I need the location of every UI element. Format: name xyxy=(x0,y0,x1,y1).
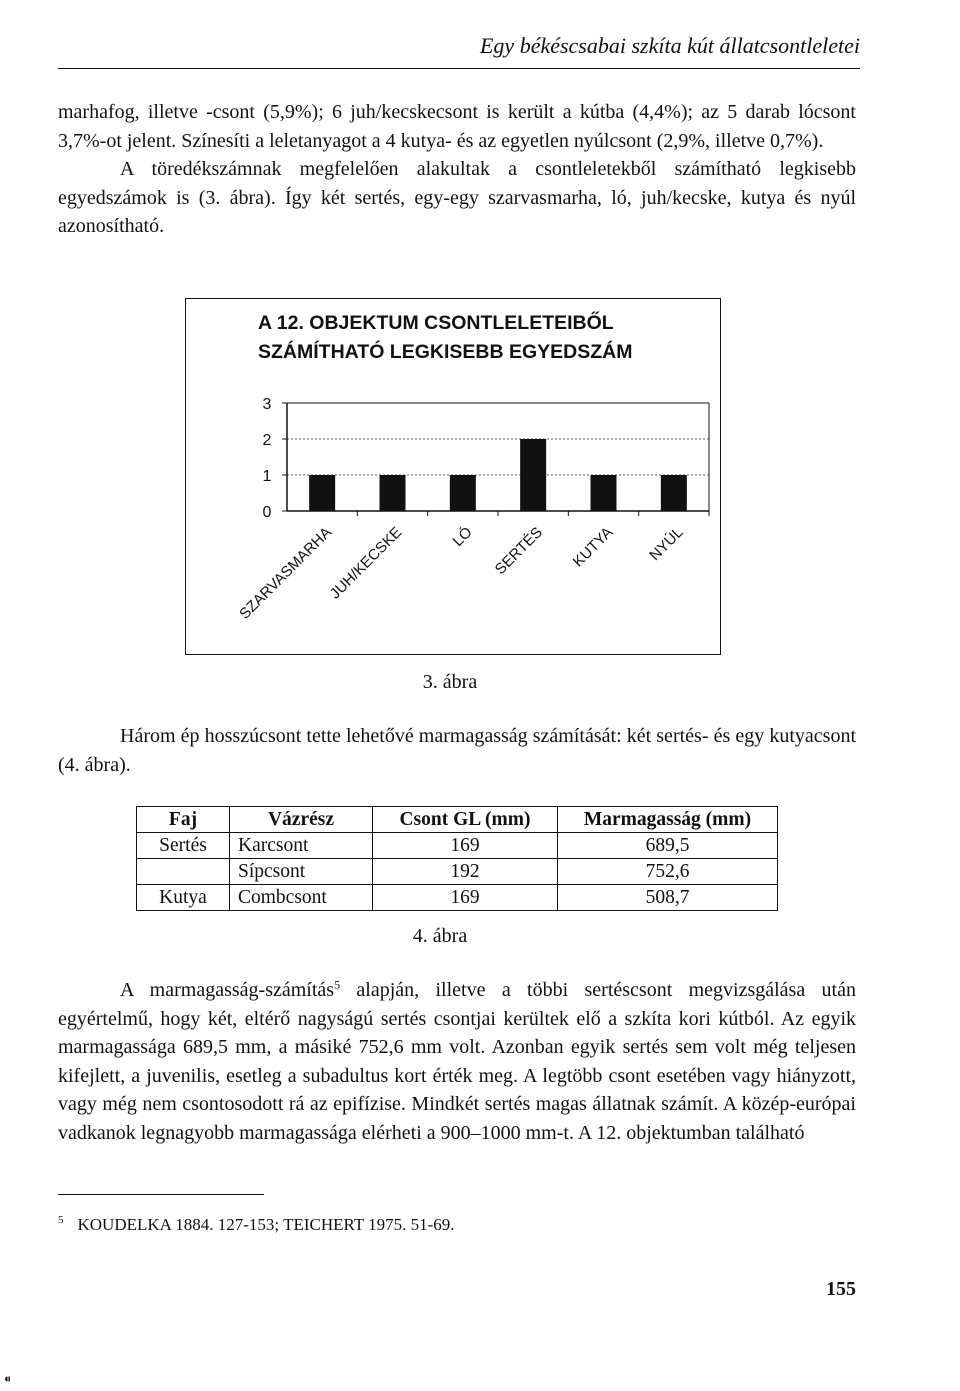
corner-mark: ⁌ xyxy=(4,1373,11,1388)
paragraph-1-lead: marhafog, illetve -csont (5,9%); 6 juh/kecskecsont is került a kútba (4,4%); az 5 darab lócsont 3,7%-ot jelent. Színesíti a leletanyagot a 4 kutya- és az egyetlen nyúlcsont (2,9%, illetve 0,7%). xyxy=(58,101,856,152)
paragraph-3 xyxy=(58,976,856,1147)
table-cell xyxy=(137,859,230,885)
bar-ny-l xyxy=(661,475,687,511)
table-header-row xyxy=(137,807,778,833)
table-header-cell: Faj xyxy=(137,807,230,833)
paragraph-3-body: alapján, illetve a többi sertéscsont megvizsgálása után egyértelmű, hogy két, eltérő nagyságú sertés csontjai kerültek elő a szkíta kori kútból. Az egyik marmagassága 689,5 mm, a másiké 752,6 mm volt. Azonban egyik sertés sem volt még teljesen kifejlett, a juvenilis, esetleg a subadultus kort érték meg. A legtöbb csont esetében vagy hiányzott, vagy még nem csontosodott rá az epifízise. Mindkét sertés magas állatnak számít. A közép-európai vadkanok legnagyobb marmagassága elérheti a 900–1000 mm-t. A 12. objektumban található xyxy=(58,979,856,1144)
page-number: 155 xyxy=(826,1278,856,1300)
y-tick-label: 0 xyxy=(262,504,272,521)
table-cell: 689,5 xyxy=(558,833,778,859)
footnote xyxy=(58,1214,758,1236)
table-cell: Combcsont xyxy=(230,885,373,911)
header-rule xyxy=(58,68,860,69)
table-row xyxy=(137,859,778,885)
marmagassag-table xyxy=(136,806,778,911)
chart-title-line-2: SZÁMÍTHATÓ LEGKISEBB EGYEDSZÁM xyxy=(258,341,633,363)
figure-3-caption: 3. ábra xyxy=(422,671,478,693)
bar-l- xyxy=(450,475,476,511)
table-cell: Kutya xyxy=(137,885,230,911)
table-cell: 508,7 xyxy=(558,885,778,911)
y-tick-label: 1 xyxy=(262,468,272,485)
bar-szarvasmarha xyxy=(309,475,335,511)
paragraph-3-lead: A marmagasság-számítás xyxy=(120,979,335,1001)
bar-juh-kecske xyxy=(380,475,406,511)
table-cell: Sertés xyxy=(137,833,230,859)
table-cell: Karcsont xyxy=(230,833,373,859)
footnote-marker: 5 xyxy=(58,1214,64,1227)
table-row xyxy=(137,885,778,911)
x-category-label: LÓ xyxy=(449,523,476,550)
figure-4-caption: 4. ábra xyxy=(412,925,468,947)
table-cell: 169 xyxy=(373,833,558,859)
footnote-text: KOUDELKA 1884. 127-153; TEICHERT 1975. 51-69. xyxy=(77,1215,455,1234)
bar-sert-s xyxy=(520,439,546,511)
x-category-label: SZARVASMARHA xyxy=(236,523,335,623)
chart-title-line-1: A 12. OBJEKTUM CSONTLELETEIBŐL xyxy=(258,312,614,334)
table-header-cell: Csont GL (mm) xyxy=(373,807,558,833)
table-cell: 192 xyxy=(373,859,558,885)
running-header: Egy békéscsabai szkíta kút állatcsontleletei xyxy=(479,33,860,58)
y-tick-label: 3 xyxy=(262,396,272,413)
table-header-cell: Marmagasság (mm) xyxy=(558,807,778,833)
table-cell: 752,6 xyxy=(558,859,778,885)
figure-3-chart xyxy=(185,298,721,655)
footnote-rule xyxy=(58,1194,264,1195)
table-cell: Sípcsont xyxy=(230,859,373,885)
table-row xyxy=(137,833,778,859)
paragraph-2 xyxy=(58,722,856,779)
x-category-label: KUTYA xyxy=(569,523,617,571)
x-category-label: JUH/KECSKE xyxy=(326,523,406,603)
paragraph-1-body: A töredékszámnak megfelelően alakultak a csontleletekből számítható legkisebb egyedszámok is (3. ábra). Így két sertés, egy-egy szarvasmarha, ló, juh/kecske, kutya és nyúl azonosítható. xyxy=(58,158,856,237)
table-header-cell: Vázrész xyxy=(230,807,373,833)
chart-svg xyxy=(186,299,722,656)
bar-kutya xyxy=(591,475,617,511)
paragraph-2-text: Három ép hosszúcsont tette lehetővé marmagasság számítását: két sertés- és egy kutyacsont (4. ábra). xyxy=(58,725,856,776)
x-category-label: SERTÉS xyxy=(491,523,546,579)
x-category-label: NYÚL xyxy=(646,523,687,565)
table-cell: 169 xyxy=(373,885,558,911)
y-tick-label: 2 xyxy=(262,432,272,449)
paragraph-1 xyxy=(58,98,856,241)
footnote-ref[interactable]: 5 xyxy=(334,977,341,992)
